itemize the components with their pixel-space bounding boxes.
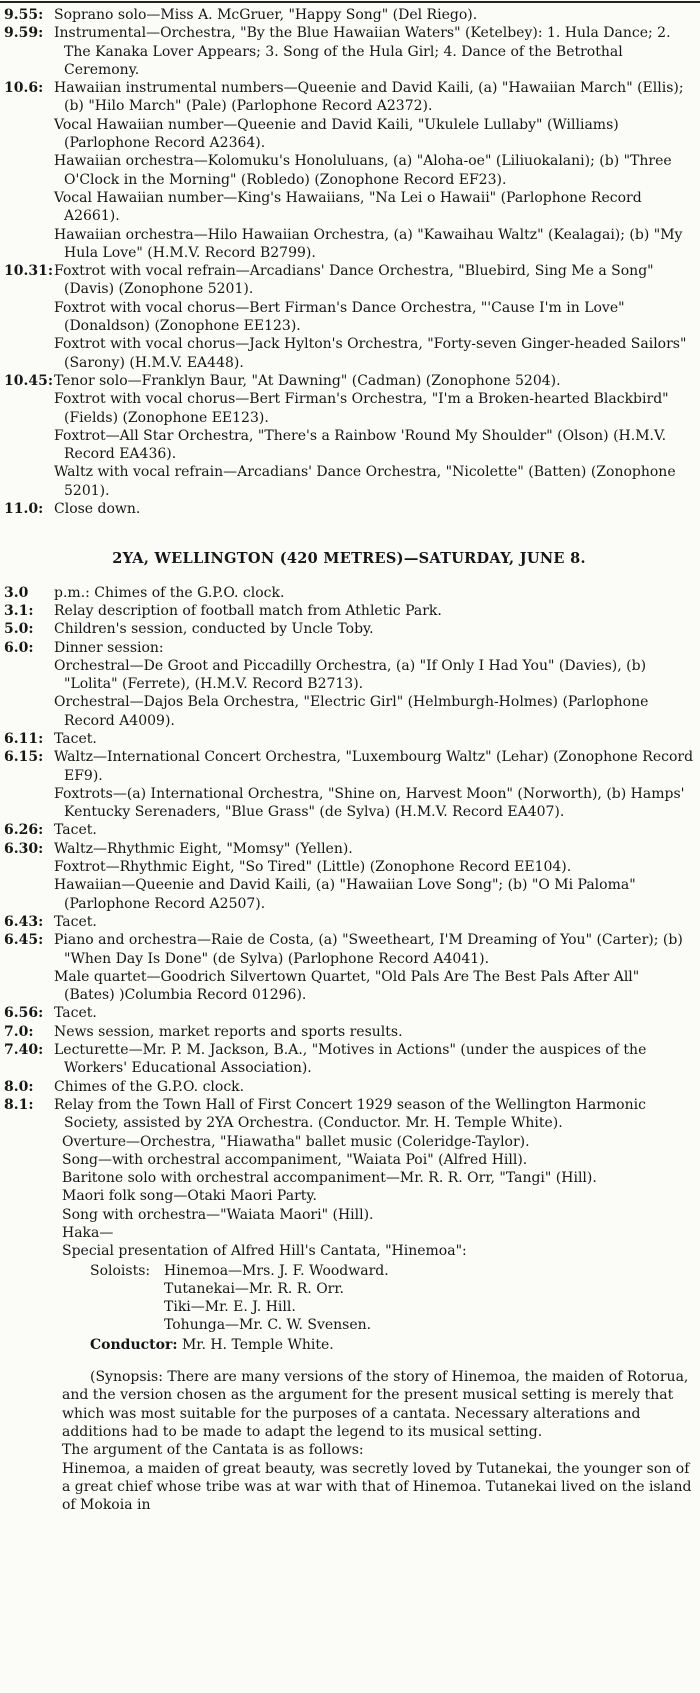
entry-time	[4, 876, 54, 913]
programme-entry	[4, 584, 694, 602]
programme-entry	[4, 463, 694, 500]
entry-time: 9.55:	[4, 7, 44, 23]
entry-text: Foxtrot with vocal refrain—Arcadians' Dance Orchestra, "Bluebird, Sing Me a Song" (Davis) (Zonophone 5201).	[54, 263, 654, 298]
entry-time: 10.6:	[4, 80, 44, 97]
programme-part-1	[4, 6, 694, 1514]
entry-time	[4, 152, 54, 189]
programme-entry	[4, 116, 694, 153]
soloist-item: Hinemoa—Mrs. J. F. Woodward.	[164, 1262, 389, 1279]
entry-text: Instrumental—Orchestra, "By the Blue Hawaiian Waters" (Ketelbey): 1. Hula Dance; 2. The Kanaka Lover Appears; 3. Song of the Hula Girl; 4. Dance of the Betrothal Ceremony.	[54, 25, 671, 78]
entry-text: Male quartet—Goodrich Silvertown Quartet, "Old Pals Are The Best Pals After All" (Bates) )Columbia Record 01296).	[54, 968, 640, 1004]
entry-text: Vocal Hawaiian number—Queenie and David Kaili, "Ukulele Lullaby" (Williams) (Parlophone Record A2364).	[54, 116, 619, 152]
programme-entry	[4, 639, 694, 657]
programme-entry	[4, 821, 694, 839]
entry-time: 6.56:	[4, 1005, 44, 1022]
entry-time	[4, 189, 54, 226]
conductor-line	[4, 1336, 694, 1354]
entry-time	[4, 226, 54, 263]
entry-time: 3.1:	[4, 602, 34, 619]
concert-item: Song—with orchestral accompaniment, "Waiata Poi" (Alfred Hill).	[62, 1151, 528, 1168]
entry-time	[4, 463, 54, 500]
top-rule	[0, 1, 700, 3]
entry-time	[4, 116, 54, 153]
synopsis-paragraph: (Synopsis: There are many versions of the story of Hinemoa, the maiden of Rotorua, and the version chosen as the argument for the present musical setting is merely that which was most suitable for the purposes of a cantata. Necessary alterations and additions had to be made to adapt the legend to its musical setting.	[62, 1369, 689, 1440]
entry-time	[4, 858, 54, 876]
programme-entry	[4, 840, 694, 858]
programme-entry	[4, 189, 694, 226]
entry-time	[4, 693, 54, 730]
entry-text: Children's session, conducted by Uncle Toby.	[54, 621, 374, 638]
entry-time: 8.1:	[4, 1096, 34, 1113]
programme-entry	[4, 748, 694, 785]
programme-entry	[4, 262, 694, 299]
entry-text: Hawaiian—Queenie and David Kaili, (a) "Hawaiian Love Song"; (b) "O Mi Paloma" (Parlophone Record A2507).	[54, 877, 636, 912]
concert-item: Special presentation of Alfred Hill's Cantata, "Hinemoa":	[62, 1243, 467, 1260]
programme-entry	[4, 876, 694, 913]
programme-entry	[4, 1096, 694, 1133]
entry-text: News session, market reports and sports results.	[54, 1023, 403, 1040]
programme-entry	[4, 427, 694, 464]
programme-entry	[4, 1023, 694, 1041]
entry-time: 6.45:	[4, 932, 44, 949]
entry-time	[4, 299, 54, 336]
entry-text: Lecturette—Mr. P. M. Jackson, B.A., "Motives in Actions" (under the auspices of the Workers' Educational Association).	[54, 1042, 647, 1077]
programme-entry	[4, 1004, 694, 1022]
programme-entry	[4, 858, 694, 876]
programme-entry	[4, 968, 694, 1005]
concert-item: Baritone solo with orchestral accompaniment—Mr. R. R. Orr, "Tangi" (Hill).	[62, 1170, 597, 1187]
entry-time: 6.26:	[4, 822, 44, 839]
programme-entry	[4, 299, 694, 336]
entry-text: Relay from the Town Hall of First Concert 1929 season of the Wellington Harmonic Society, assisted by 2YA Orchestra. (Conductor. Mr. H. Temple White).	[54, 1096, 646, 1132]
entry-time: 6.30:	[4, 840, 44, 857]
entry-text: Tacet.	[54, 730, 97, 747]
programme-entry	[4, 693, 694, 730]
programme-entry	[4, 657, 694, 694]
entry-text: Foxtrots—(a) International Orchestra, "Shine on, Harvest Moon" (Norworth), (b) Hamps' Kentucky Serenaders, "Blue Grass" (de Sylva) (H.M.V. Record EA407).	[54, 785, 685, 821]
entry-time	[4, 968, 54, 1005]
entry-text: Orchestral—De Groot and Piccadilly Orchestra, (a) "If Only I Had You" (Davies), (b) "Lolita" (Ferrete), (H.M.V. Record B2713).	[54, 657, 647, 693]
programme-entry	[4, 730, 694, 748]
entry-text: Foxtrot—Rhythmic Eight, "So Tired" (Little) (Zonophone Record EE104).	[54, 859, 572, 876]
entry-time: 9.59:	[4, 25, 44, 42]
programme-entry	[4, 390, 694, 427]
programme-entry	[4, 785, 694, 822]
conductor-label: Conductor:	[90, 1336, 178, 1353]
entry-time	[4, 335, 54, 372]
entry-time: 10.45:	[4, 372, 54, 389]
entry-time: 6.0:	[4, 639, 34, 656]
entry-text: Waltz—Rhythmic Eight, "Momsy" (Yellen).	[54, 840, 353, 857]
argument-heading: The argument of the Cantata is as follows:	[62, 1442, 364, 1459]
entry-text: Tenor solo—Franklyn Baur, "At Dawning" (Cadman) (Zonophone 5204).	[54, 372, 561, 389]
concert-item: Haka—	[62, 1225, 114, 1241]
entry-time	[4, 390, 54, 427]
entry-text: Hawaiian orchestra—Hilo Hawaiian Orchestra, (a) "Kawaihau Waltz" (Kealagai); (b) "My Hula Love" (H.M.V. Record B2799).	[54, 226, 683, 261]
programme-entry	[4, 1078, 694, 1096]
entry-text: Foxtrot with vocal chorus—Bert Firman's Dance Orchestra, "'Cause I'm in Love" (Donaldson) (Zonophone EE123).	[54, 299, 625, 335]
entry-time: 6.15:	[4, 749, 44, 766]
programme-entry	[4, 24, 694, 79]
entry-text: Close down.	[54, 501, 141, 518]
entry-time: 10.31:	[4, 263, 54, 280]
entry-time	[4, 785, 54, 822]
entry-text: Dinner session:	[54, 639, 164, 656]
soloists-label: Soloists:	[90, 1262, 151, 1279]
entry-text: Orchestral—Dajos Bela Orchestra, "Electric Girl" (Helmburgh-Holmes) (Parlophone Record A4009).	[54, 694, 649, 729]
entry-time: 5.0:	[4, 621, 34, 638]
entry-text: Tacet.	[54, 913, 97, 930]
argument-paragraph: Hinemoa, a maiden of great beauty, was secretly loved by Tutanekai, the younger son of a great chief whose tribe was at war with that of Hinemoa. Tutanekai lived on the island of Mokoia in	[62, 1460, 692, 1514]
programme-entry	[4, 620, 694, 638]
soloist-item: Tiki—Mr. E. J. Hill.	[164, 1299, 296, 1316]
soloist-item: Tohunga—Mr. C. W. Svensen.	[164, 1317, 372, 1334]
soloists-block	[4, 1262, 694, 1335]
entry-text: Hawaiian orchestra—Kolomuku's Honoluluans, (a) "Aloha-oe" (Liliuokalani); (b) "Three O'Clock in the Morning" (Robledo) (Zonophone Record EF23).	[54, 153, 672, 188]
entry-text: Chimes of the G.P.O. clock.	[54, 1078, 245, 1095]
conductor-value: Mr. H. Temple White.	[181, 1336, 334, 1353]
programme-entry	[4, 335, 694, 372]
entry-text: p.m.: Chimes of the G.P.O. clock.	[54, 584, 285, 601]
entry-time: 11.0:	[4, 501, 44, 518]
entry-text: Tacet.	[54, 1005, 97, 1022]
programme-entry	[4, 372, 694, 390]
entry-text: Waltz with vocal refrain—Arcadians' Dance Orchestra, "Nicolette" (Batten) (Zonophone 5201).	[54, 464, 676, 499]
programme-entry	[4, 6, 694, 24]
programme-entry	[4, 500, 694, 518]
entry-text: Foxtrot—All Star Orchestra, "There's a Rainbow 'Round My Shoulder" (Olson) (H.M.V. Record EA436).	[54, 427, 667, 463]
entry-text: Waltz—International Concert Orchestra, "Luxembourg Waltz" (Lehar) (Zonophone Record EF9).	[54, 749, 694, 784]
entry-text: Foxtrot with vocal chorus—Jack Hylton's Orchestra, "Forty-seven Ginger-headed Sailors" (Sarony) (H.M.V. EA448).	[54, 336, 687, 371]
entry-text: Piano and orchestra—Raie de Costa, (a) "Sweetheart, I'M Dreaming of You" (Carter); (b) "When Day Is Done" (de Sylva) (Parlophone Record A4041).	[54, 932, 683, 967]
programme-entry	[4, 913, 694, 931]
concert-item: Maori folk song—Otaki Maori Party.	[62, 1188, 317, 1205]
entry-time: 6.43:	[4, 913, 44, 930]
entry-time: 6.11:	[4, 730, 44, 747]
entry-text: Tacet.	[54, 822, 97, 839]
programme-entry	[4, 931, 694, 968]
programme-entry	[4, 602, 694, 620]
entry-time	[4, 427, 54, 464]
programme-entry	[4, 152, 694, 189]
entry-text: Soprano solo—Miss A. McGruer, "Happy Song" (Del Riego).	[54, 7, 478, 23]
entry-time: 3.0	[4, 584, 29, 601]
concert-item: Overture—Orchestra, "Hiawatha" ballet music (Coleridge-Taylor).	[62, 1133, 530, 1150]
entry-time: 7.40:	[4, 1042, 44, 1059]
soloist-item: Tutanekai—Mr. R. R. Orr.	[164, 1280, 344, 1297]
entry-text: Relay description of football match from Athletic Park.	[54, 602, 442, 619]
programme-entry	[4, 79, 694, 116]
entry-time	[4, 657, 54, 694]
programme-entry	[4, 1041, 694, 1078]
entry-text: Vocal Hawaiian number—King's Hawaiians, "Na Lei o Hawaii" (Parlophone Record A2661).	[54, 189, 642, 225]
entry-time: 7.0:	[4, 1023, 34, 1040]
concert-item: Song with orchestra—"Waiata Maori" (Hill).	[62, 1206, 374, 1223]
entry-text: Hawaiian instrumental numbers—Queenie and David Kaili, (a) "Hawaiian March" (Ellis); (b) "Hilo March" (Pale) (Parlophone Record A2372).	[54, 80, 684, 115]
entry-time: 8.0:	[4, 1078, 34, 1095]
entry-text: Foxtrot with vocal chorus—Bert Firman's Orchestra, "I'm a Broken-hearted Blackbird" (Fields) (Zonophone EE123).	[54, 391, 669, 426]
programme-entry	[4, 226, 694, 263]
soloists-list	[164, 1262, 389, 1335]
station-heading: 2YA, WELLINGTON (420 METRES)—SATURDAY, JUNE 8.	[112, 550, 586, 568]
